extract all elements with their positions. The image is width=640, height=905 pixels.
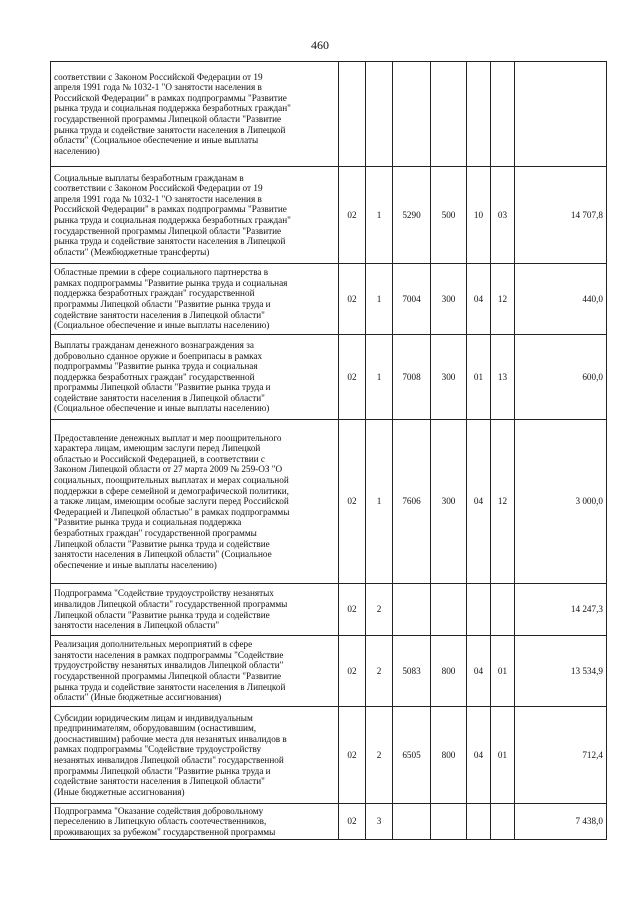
table-row xyxy=(51,584,607,636)
program-code-cell: 02 xyxy=(339,420,366,584)
subprogram-code-cell: 2 xyxy=(366,584,393,636)
budget-table xyxy=(50,61,607,840)
amount-cell: 3 000,0 xyxy=(515,420,607,584)
expense-type-cell: 300 xyxy=(431,335,467,420)
section-cell xyxy=(467,584,491,636)
expense-type-cell: 300 xyxy=(431,264,467,335)
direction-code-cell: 7606 xyxy=(393,420,431,584)
description-cell: соответствии с Законом Российской Федерации от 19 апреля 1991 года № 1032-1 "О занятости населения в Российской Федерации" в рамках подпрограммы "Развитие рынка труда и социальная поддержка безработных граждан" государственной программы Липецкой области "Развитие рынка труда и содействие занятости населения в Липецкой области" (Социальное обеспечение и иные выплаты населению) xyxy=(51,62,339,167)
subprogram-code-cell: 1 xyxy=(366,420,393,584)
direction-code-cell xyxy=(393,804,431,840)
expense-type-cell xyxy=(431,584,467,636)
description-cell: Выплаты гражданам денежного вознаграждения за добровольно сданное оружие и боеприпасы в рамках подпрограммы "Развитие рынка труда и социальная поддержка безработных граждан" государственной программы Липецкой области "Развитие рынка труда и содействие занятости населения в Липецкой области" (Социальное обеспечение и иные выплаты населению) xyxy=(51,335,339,420)
subsection-cell xyxy=(491,62,515,167)
program-code-cell: 02 xyxy=(339,636,366,707)
program-code-cell: 02 xyxy=(339,335,366,420)
section-cell xyxy=(467,62,491,167)
program-code-cell: 02 xyxy=(339,584,366,636)
page-number: 460 xyxy=(311,38,329,52)
description-cell: Социальные выплаты безработным гражданам в соответствии с Законом Российской Федерации от 19 апреля 1991 года № 1032-1 "О занятости населения в Российской Федерации" в рамках подпрограммы "Развитие рынка труда и социальная поддержка безработных граждан" государственной программы Липецкой области "Развитие рынка труда и содействие занятости населения в Липецкой области" (Межбюджетные трансферты) xyxy=(51,167,339,264)
description-cell: Подпрограмма "Оказание содействия добровольному переселению в Липецкую область соотечественников, проживающих за рубежом" государственной программы xyxy=(51,804,339,840)
subsection-cell: 12 xyxy=(491,420,515,584)
table-row xyxy=(51,636,607,707)
program-code-cell: 02 xyxy=(339,167,366,264)
subprogram-code-cell: 1 xyxy=(366,264,393,335)
table-row xyxy=(51,264,607,335)
description-cell: Областные премии в сфере социального партнерства в рамках подпрограммы "Развитие рынка труда и социальная поддержка безработных граждан" государственной программы Липецкой области "Развитие рынка труда и содействие занятости населения в Липецкой области" (Социальное обеспечение и иные выплаты населению) xyxy=(51,264,339,335)
amount-cell: 7 438,0 xyxy=(515,804,607,840)
subprogram-code-cell: 3 xyxy=(366,804,393,840)
subprogram-code-cell: 1 xyxy=(366,335,393,420)
direction-code-cell xyxy=(393,62,431,167)
table-body xyxy=(51,62,607,840)
description-cell: Субсидии юридическим лицам и индивидуальным предпринимателям, оборудовавшим (оснастившим, дооснастившим) рабочие места для незанятых инвалидов в рамках подпрограммы "Содействие трудоустройству незанятых инвалидов Липецкой области" государственной программы Липецкой области "Развитие рынка труда и содействие занятости населения в Липецкой области" (Иные бюджетные ассигнования) xyxy=(51,707,339,804)
section-cell xyxy=(467,804,491,840)
subprogram-code-cell: 1 xyxy=(366,167,393,264)
amount-cell: 600,0 xyxy=(515,335,607,420)
description-cell: Реализация дополнительных мероприятий в сфере занятости населения в рамках подпрограммы "Содействие трудоустройству незанятых инвалидов Липецкой области" государственной программы Липецкой области "Развитие рынка труда и содействие занятости населения в Липецкой области" (Иные бюджетные ассигнования) xyxy=(51,636,339,707)
subprogram-code-cell xyxy=(366,62,393,167)
amount-cell xyxy=(515,62,607,167)
table-row xyxy=(51,62,607,167)
expense-type-cell xyxy=(431,62,467,167)
program-code-cell: 02 xyxy=(339,804,366,840)
subprogram-code-cell: 2 xyxy=(366,707,393,804)
table-row xyxy=(51,804,607,840)
subsection-cell xyxy=(491,804,515,840)
amount-cell: 440,0 xyxy=(515,264,607,335)
description-cell: Подпрограмма "Содействие трудоустройству незанятых инвалидов Липецкой области" государственной программы Липецкой области "Развитие рынка труда и содействие занятости населения в Липецкой области" xyxy=(51,584,339,636)
subsection-cell: 12 xyxy=(491,264,515,335)
amount-cell: 13 534,9 xyxy=(515,636,607,707)
amount-cell: 712,4 xyxy=(515,707,607,804)
direction-code-cell: 6505 xyxy=(393,707,431,804)
section-cell: 04 xyxy=(467,707,491,804)
amount-cell: 14 247,3 xyxy=(515,584,607,636)
direction-code-cell xyxy=(393,584,431,636)
expense-type-cell: 800 xyxy=(431,707,467,804)
table-row xyxy=(51,167,607,264)
subprogram-code-cell: 2 xyxy=(366,636,393,707)
program-code-cell: 02 xyxy=(339,264,366,335)
description-cell: Предоставление денежных выплат и мер поощрительного характера лицам, имеющим заслуги перед Липецкой областью и Российской Федерацией, в соответствии с Законом Липецкой области от 27 марта 2009 № 259-ОЗ "О социальных, поощрительных выплатах и мерах социальной поддержки в сфере семейной и демографической политики, а также лицам, имеющим особые заслуги перед Российской Федерацией и Липецкой областью" в рамках подпрограммы "Развитие рынка труда и социальная поддержка безработных граждан" государственной программы Липецкой области "Развитие рынка труда и содействие занятости населения в Липецкой области" (Социальное обеспечение и иные выплаты населению) xyxy=(51,420,339,584)
program-code-cell: 02 xyxy=(339,707,366,804)
direction-code-cell: 5290 xyxy=(393,167,431,264)
subsection-cell: 01 xyxy=(491,707,515,804)
section-cell: 04 xyxy=(467,264,491,335)
table-row xyxy=(51,707,607,804)
section-cell: 04 xyxy=(467,420,491,584)
program-code-cell xyxy=(339,62,366,167)
section-cell: 10 xyxy=(467,167,491,264)
expense-type-cell: 800 xyxy=(431,636,467,707)
direction-code-cell: 5083 xyxy=(393,636,431,707)
subsection-cell: 13 xyxy=(491,335,515,420)
table-row xyxy=(51,420,607,584)
direction-code-cell: 7008 xyxy=(393,335,431,420)
section-cell: 01 xyxy=(467,335,491,420)
subsection-cell: 03 xyxy=(491,167,515,264)
direction-code-cell: 7004 xyxy=(393,264,431,335)
subsection-cell xyxy=(491,584,515,636)
subsection-cell: 01 xyxy=(491,636,515,707)
section-cell: 04 xyxy=(467,636,491,707)
expense-type-cell xyxy=(431,804,467,840)
table-row xyxy=(51,335,607,420)
expense-type-cell: 300 xyxy=(431,420,467,584)
amount-cell: 14 707,8 xyxy=(515,167,607,264)
expense-type-cell: 500 xyxy=(431,167,467,264)
